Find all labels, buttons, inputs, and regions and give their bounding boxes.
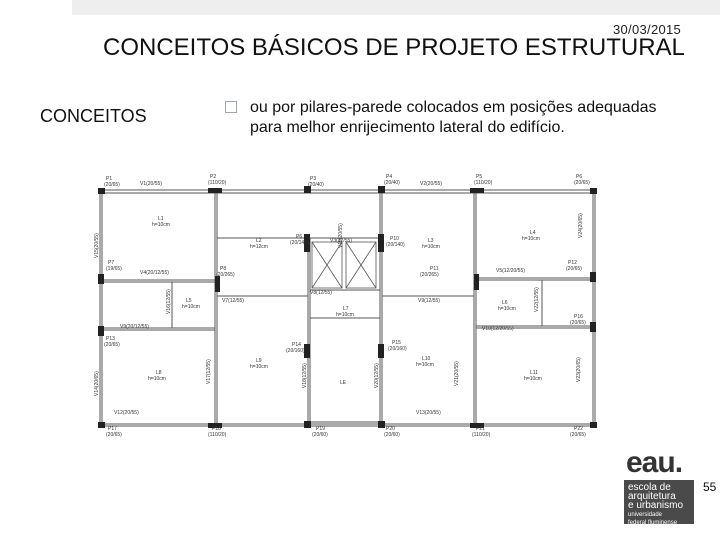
plan-label: (20/65)	[104, 182, 120, 188]
plan-label: (20/65)	[574, 180, 590, 186]
plan-label: P6	[296, 234, 303, 240]
plan-label: h=10cm	[152, 222, 170, 228]
plan-label: V7(12/55)	[222, 298, 244, 304]
plan-label: h=12cm	[250, 244, 268, 250]
plan-label: h=10cm	[148, 376, 166, 382]
logo-line-2: arquitetura	[628, 491, 676, 502]
plan-vertical-label: V21(20/55)	[454, 361, 460, 386]
plan-vertical-label: V23(20/65)	[576, 357, 582, 382]
plan-label: P10	[390, 236, 399, 242]
plan-label: (20/65)	[570, 320, 586, 326]
bullet-text: ou por pilares-parede colocados em posições adequadas para melhor enrijecimento lateral do edifício.	[250, 99, 657, 136]
plan-label: L10	[422, 356, 431, 362]
plan-label: P6	[576, 174, 583, 180]
plan-label: (110/20)	[208, 180, 227, 186]
plan-label: V13(20/55)	[416, 410, 441, 416]
plan-label: P14	[292, 342, 301, 348]
plan-label: (20/65)	[570, 432, 586, 438]
logo-line-4: universidade	[628, 512, 663, 518]
eau-logo	[624, 448, 694, 524]
plan-label: (20/65)	[106, 432, 122, 438]
plan-label: h=10cm	[522, 236, 540, 242]
plan-vertical-label: V22(12/55)	[534, 287, 540, 312]
page-number: 55	[703, 480, 717, 494]
plan-label: h=10cm	[524, 376, 542, 382]
plan-label: (20/60)	[312, 432, 328, 438]
plan-vertical-labels	[94, 213, 584, 396]
plan-label: P11	[430, 266, 439, 272]
plan-label: (20/65)	[566, 266, 582, 272]
plan-label: P20	[386, 426, 395, 432]
plan-vertical-label: V18(12/55)	[302, 363, 308, 388]
logo-line-3: e urbanismo	[628, 500, 684, 511]
plan-label: h=10cm	[416, 362, 434, 368]
plan-vertical-label: V20(12/55)	[374, 363, 380, 388]
logo-brand: eau.	[626, 446, 683, 479]
plan-label: P12	[568, 260, 577, 266]
plan-label: L5	[186, 298, 192, 304]
plan-label: P13	[106, 336, 115, 342]
plan-vertical-label: V24(20/65)	[578, 213, 584, 238]
plan-label: (110/20)	[208, 432, 227, 438]
plan-label: (20/65)	[104, 342, 120, 348]
plan-label: V4(20/12/55)	[140, 270, 169, 276]
slide-title: CONCEITOS BÁSICOS DE PROJETO ESTRUTURAL	[103, 34, 685, 61]
plan-vertical-label: V14(20/65)	[94, 371, 100, 396]
plan-label: P8	[220, 266, 227, 272]
plan-label: P1	[106, 176, 113, 182]
plan-labels	[104, 174, 590, 438]
plan-label: L2	[256, 238, 262, 244]
elevator-shaft	[312, 242, 376, 288]
plan-label: (20/60)	[384, 432, 400, 438]
header-bar	[72, 0, 720, 15]
plan-label: P19	[316, 426, 325, 432]
plan-label: LE	[340, 380, 347, 386]
plan-label: V3(12/55)	[330, 238, 352, 244]
slide-date: 30/03/2015	[613, 22, 682, 37]
plan-label: (20/40)	[384, 180, 400, 186]
plan-vertical-label: V19(20/55)	[338, 223, 344, 248]
plan-label: (20/40)	[308, 182, 324, 188]
plan-label: h=10cm	[422, 244, 440, 250]
bullet-checkbox-icon	[225, 101, 237, 113]
plan-label: L1	[158, 216, 164, 222]
plan-label: P4	[386, 174, 393, 180]
plan-label: (20/265)	[216, 272, 235, 278]
plan-label: P3	[310, 176, 317, 182]
plan-label: V12(20/55)	[114, 410, 139, 416]
plan-label: P17	[108, 426, 117, 432]
plan-label: V9(20/12/55)	[120, 324, 149, 330]
plan-label: P18	[212, 426, 221, 432]
section-label: CONCEITOS	[40, 106, 147, 126]
plan-label: L4	[530, 230, 536, 236]
plan-label: (20/140)	[386, 242, 405, 248]
plan-label: h=10cm	[250, 364, 268, 370]
logo-box	[624, 480, 694, 524]
logo-line-5: federal fluminense	[628, 520, 678, 526]
plan-label: P2	[210, 174, 217, 180]
plan-vertical-label: V17(12/55)	[206, 359, 212, 384]
plan-label: P16	[574, 314, 583, 320]
plan-label: V1(20/55)	[140, 181, 162, 187]
plan-vertical-label: V15(20/55)	[94, 233, 100, 258]
plan-label: L7	[343, 306, 349, 312]
plan-label: P5	[476, 174, 483, 180]
plan-label: (110/20)	[472, 432, 491, 438]
plan-label: L8	[156, 370, 162, 376]
plan-label: (20/265)	[420, 272, 439, 278]
plan-label: P22	[574, 426, 583, 432]
plan-label: L3	[428, 238, 434, 244]
plan-label: V2(20/55)	[420, 181, 442, 187]
plan-label: P7	[108, 260, 115, 266]
plan-label: P21	[476, 426, 485, 432]
plan-label: (20/160)	[286, 348, 305, 354]
plan-label: V10(12/20/55)	[482, 326, 514, 332]
plan-label: (110/20)	[474, 180, 493, 186]
plan-label: V9(12/55)	[418, 298, 440, 304]
plan-label: L11	[530, 370, 538, 376]
plan-label: h=10cm	[498, 306, 516, 312]
plan-vertical-label: V16(12/55)	[166, 289, 172, 314]
structural-floor-plan	[90, 168, 610, 443]
logo-line-1: escola de	[628, 482, 671, 493]
plan-label: V5(12/20/55)	[496, 268, 525, 274]
plan-label: L6	[502, 300, 508, 306]
plan-label: (19/65)	[106, 266, 122, 272]
plan-label: h=10cm	[182, 304, 200, 310]
plan-label: V8(12/55)	[310, 290, 332, 296]
plan-label: h=10cm	[336, 312, 354, 318]
plan-label: P15	[392, 340, 401, 346]
plan-label: (20/160)	[388, 346, 407, 352]
plan-label: (20/140)	[290, 240, 309, 246]
plan-label: L9	[256, 358, 262, 364]
